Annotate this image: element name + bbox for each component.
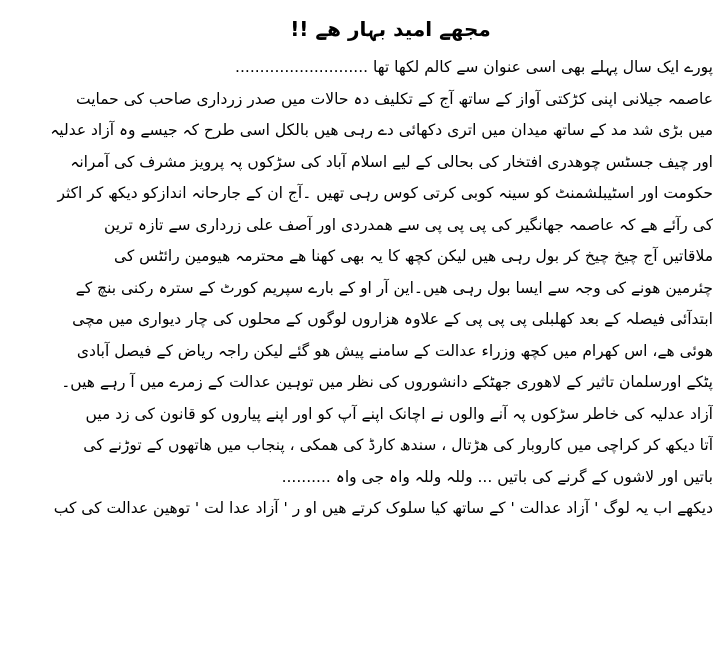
text-line: آتا دیکھ کر کراچی میں کاروبار کی ھڑتال ، سندھ کارڈ کی ھمکی ، پنجاب میں ھاتھوں کے توڑنے کی (83, 436, 713, 454)
text-line: ملاقاتیں آج چیخ چیخ کر بول رہی ھیں لیکن کچھ کا یہ بھی کھنا ھے محترمہ ھیومین رائٹس کی (113, 247, 713, 265)
text-line: ھوئی ھے، اس کھرام میں کچھ وزراء عدالت کے سامنے پیش ھو گئے لیکن راجہ ریاض کے فیصل آبادی (76, 341, 713, 360)
text-line: کی رآئے ھے کہ عاصمہ جھانگیر کی پی پی پی سے ھمدردی اور آصف علی زرداری سے تازہ ترین (103, 215, 713, 234)
text-line: ابتدآئی فیصلہ کے بعد کھلبلی پی پی پی کے علاوہ ھزاروں لوگوں کے محلوں کی چار دیواری میں مچی (72, 310, 713, 328)
text-line: عاصمہ جیلانی اپنی کڑکتی آواز کے ساتھ آج کے تکلیف دہ حالات میں صدر زرداری صاحب کی حمایت (75, 89, 713, 108)
text-line: اور چیف جسٹس چوھدری افتخار کی بحالی کے لیے اسلام آباد کی سڑکوں پہ پرویز مشرف کی آمرانہ (70, 152, 713, 171)
text-line: میں بڑی شد مد کے ساتھ میدان میں اتری دکھائی دے رہی ھیں بالکل اسی طرح کہ جیسے وہ آزاد عدلیہ (50, 121, 713, 139)
text-line: پٹکے اورسلمان تاثیر کے لاھوری جھٹکے دانشوروں کی نظر میں توہین عدالت کے زمرے میں آ رہے ھیں۔ (61, 373, 713, 391)
text-line: پورے ایک سال پہلے بھی اسی عنوان سے کالم لکھا تھا ........................... (235, 58, 713, 76)
text-line: آزاد عدلیہ کی خاطر سڑکوں پہ آنے والوں نے اچانک اپنے آپ کو اور اپنے پیاروں کو قانون کی زد میں (85, 404, 713, 423)
text-line: حکومت اور اسٹیبلشمنٹ کو سینہ کوبی کرتی کوس رہی تھیں ۔آج ان کے جارحانہ اندازکو دیکھ کر اکثر (57, 184, 713, 202)
text-line: باتیں اور لاشوں کے گرنے کی باتیں ... وللہ وللہ واہ جی واہ .......... (281, 467, 713, 486)
text-line: چئرمین ھونے کی وجہ سے ایسا بول رہی ھیں۔این آر او کے بارے سپریم کورٹ کے سترہ رکنی بنچ کے (75, 278, 713, 297)
article-body (8, 52, 713, 525)
article-title: مجھے امید بہار ھے !! (290, 17, 491, 41)
text-line: دیکھے اب یہ لوگ ' آزاد عدالت ' کے ساتھ کیا سلوک کرتے ھیں او ر ' آزاد عدا لت ' توھین عدالت کی کب (53, 499, 713, 517)
